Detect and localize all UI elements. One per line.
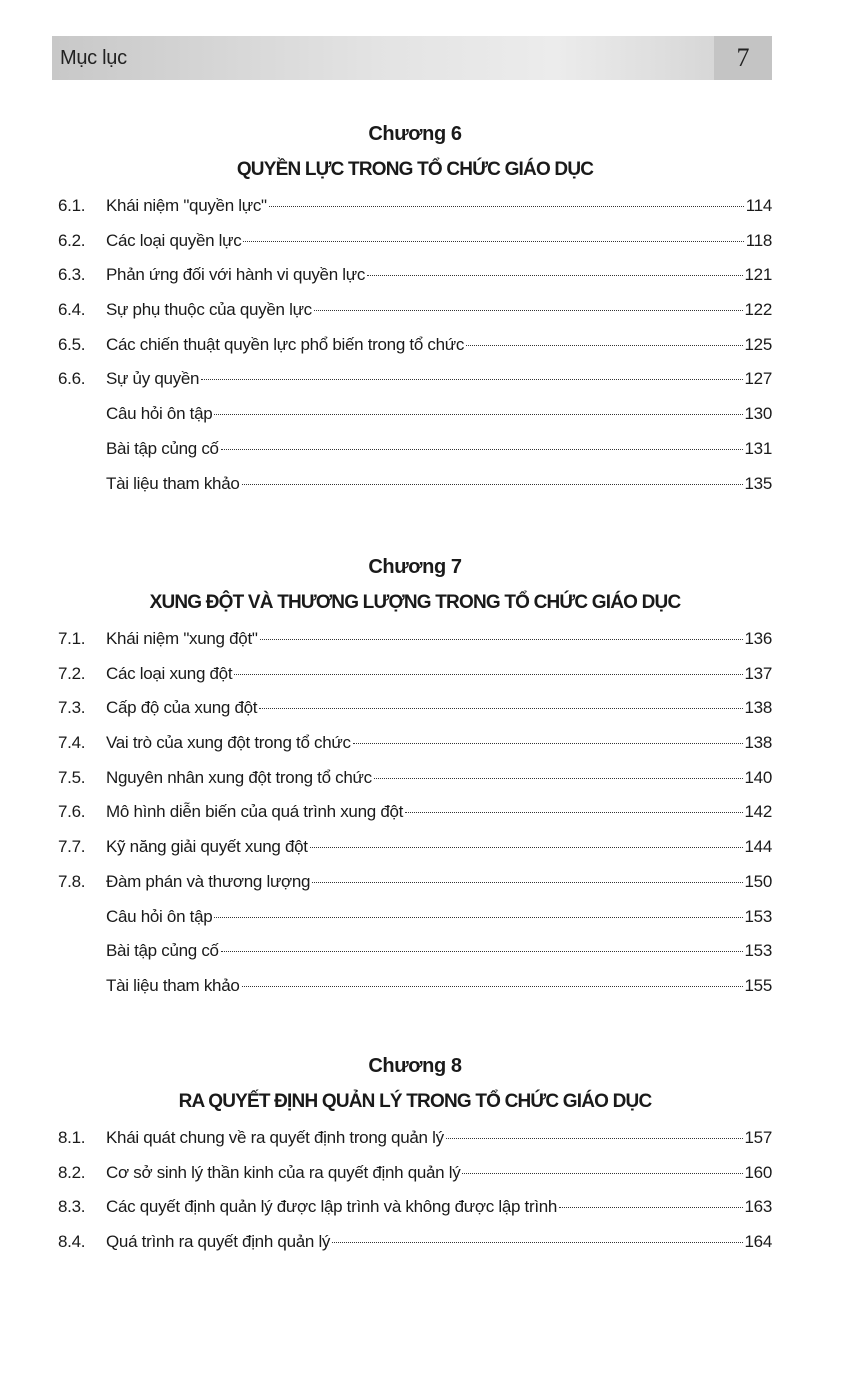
dot-leader xyxy=(260,639,743,640)
toc-entry-page: 153 xyxy=(744,941,772,961)
dot-leader xyxy=(243,241,743,242)
toc-entry-number: 6.5. xyxy=(58,334,86,354)
toc-entry-number: 6.3. xyxy=(58,265,86,285)
chapter-7-section xyxy=(58,553,772,1011)
chapter-title: QUYỀN LỰC TRONG TỔ CHỨC GIÁO DỤC xyxy=(236,159,594,180)
toc-entry xyxy=(58,629,772,664)
toc-entry-title: Các chiến thuật quyền lực phổ biến trong tổ chức xyxy=(106,334,465,354)
toc-entry-page: 140 xyxy=(744,767,772,787)
toc-entry xyxy=(58,698,772,733)
toc-entry-title: Khái niệm "quyền lực" xyxy=(106,196,267,215)
toc-entry xyxy=(58,369,772,404)
dot-leader xyxy=(201,379,742,380)
toc-entry xyxy=(58,404,772,439)
chapter-title: XUNG ĐỘT VÀ THƯƠNG LƯỢNG TRONG TỔ CHỨC GIÁO DỤC xyxy=(149,592,681,613)
toc-entry-number: 6.6. xyxy=(58,369,86,389)
toc-entry-number: 6.2. xyxy=(58,230,86,250)
toc-entry xyxy=(58,941,772,976)
toc-entry-title: Tài liệu tham khảo xyxy=(106,975,240,995)
dot-leader xyxy=(353,743,743,744)
toc-entry-number: 8.3. xyxy=(58,1197,86,1217)
toc-entry xyxy=(58,1197,772,1232)
toc-entry-page: 153 xyxy=(744,906,772,926)
toc-entry-number: 7.1. xyxy=(58,629,86,648)
toc-entry xyxy=(58,265,772,300)
toc-entry-number: 8.4. xyxy=(58,1232,86,1252)
toc-entry-title: Các loại xung đột xyxy=(106,663,233,683)
toc-entry-title: Cơ sở sinh lý thần kinh của ra quyết định quản lý xyxy=(106,1162,461,1182)
toc-entry-page: 155 xyxy=(744,975,772,995)
toc-entry-title: Sự ủy quyền xyxy=(106,369,200,389)
toc-entry-page: 127 xyxy=(744,369,772,389)
toc-entry-page: 142 xyxy=(744,802,772,822)
chapter-label: Chương 6 xyxy=(368,123,462,145)
toc-entry-page: 150 xyxy=(744,871,772,891)
dot-leader xyxy=(374,778,743,779)
chapter-6-section xyxy=(58,120,772,508)
toc-entry xyxy=(58,231,772,266)
toc-entry-title: Vai trò của xung đột trong tổ chức xyxy=(106,733,351,753)
toc-entry xyxy=(58,474,772,509)
toc-entry-page: 157 xyxy=(744,1128,772,1147)
toc-entry-number: 7.7. xyxy=(58,837,86,857)
dot-leader xyxy=(234,674,742,675)
toc-entry-title: Câu hỏi ôn tập xyxy=(106,404,213,424)
toc-entry-number: 7.3. xyxy=(58,698,86,718)
toc-entry xyxy=(58,300,772,335)
dot-leader xyxy=(466,345,742,346)
toc-entry-page: 121 xyxy=(744,265,772,285)
toc-entry xyxy=(58,196,772,231)
toc-entry-title: Bài tập củng cố xyxy=(106,438,219,458)
toc-entry xyxy=(58,1232,772,1267)
toc-entry xyxy=(58,768,772,803)
toc-entry-page: 137 xyxy=(744,663,772,683)
dot-leader xyxy=(559,1207,742,1208)
dot-leader xyxy=(462,1173,742,1174)
toc-entry xyxy=(58,439,772,474)
toc-entry xyxy=(58,733,772,768)
toc-entry-title: Tài liệu tham khảo xyxy=(106,473,240,493)
dot-leader xyxy=(214,414,742,415)
toc-entry-number: 8.2. xyxy=(58,1162,86,1182)
toc-entry-title: Các loại quyền lực xyxy=(106,230,242,250)
toc-entry-title: Quá trình ra quyết định quản lý xyxy=(106,1232,331,1252)
toc-entry-number: 6.1. xyxy=(58,196,86,215)
toc-entry-page: 160 xyxy=(744,1162,772,1182)
chapter-label: Chương 8 xyxy=(368,1055,462,1077)
dot-leader xyxy=(314,310,743,311)
chapter-label: Chương 7 xyxy=(368,556,462,578)
running-header xyxy=(52,36,772,80)
dot-leader xyxy=(221,449,743,450)
toc-entry-title: Câu hỏi ôn tập xyxy=(106,906,213,926)
toc-entry xyxy=(58,976,772,1011)
toc-entry-title: Cấp độ của xung đột xyxy=(106,698,258,718)
toc-entry xyxy=(58,802,772,837)
toc-entry-page: 138 xyxy=(744,733,772,753)
toc-entry-number: 7.4. xyxy=(58,733,86,753)
toc-entry-title: Kỹ năng giải quyết xung đột xyxy=(106,837,308,857)
toc-entry-number: 7.6. xyxy=(58,802,86,822)
toc-entry-number: 7.5. xyxy=(58,767,86,787)
toc-entry-title: Các quyết định quản lý được lập trình và không được lập trình xyxy=(106,1197,558,1217)
toc-entry-number: 7.2. xyxy=(58,663,86,683)
dot-leader xyxy=(259,708,742,709)
toc-entry-page: 114 xyxy=(745,196,772,215)
toc-entry-list xyxy=(58,629,772,1011)
toc-entry-page: 164 xyxy=(744,1232,772,1252)
toc-entry-title: Mô hình diễn biến của quá trình xung đột xyxy=(106,802,404,822)
dot-leader xyxy=(242,484,743,485)
toc-entry xyxy=(58,664,772,699)
page-number: 7 xyxy=(714,36,772,80)
toc-entry-title: Khái niệm "xung đột" xyxy=(106,629,258,648)
toc-entry-page: 138 xyxy=(744,698,772,718)
toc-entry-title: Phản ứng đối với hành vi quyền lực xyxy=(106,265,366,285)
dot-leader xyxy=(269,206,744,207)
toc-entry-title: Đàm phán và thương lượng xyxy=(106,871,311,891)
toc-entry-list xyxy=(58,1128,772,1267)
toc-entry-page: 136 xyxy=(744,629,772,648)
toc-entry xyxy=(58,907,772,942)
toc-entry-page: 118 xyxy=(745,230,772,250)
toc-entry-page: 135 xyxy=(744,473,772,493)
toc-entry-number: 7.8. xyxy=(58,871,86,891)
toc-entry-page: 122 xyxy=(744,300,772,320)
toc-entry-title: Bài tập củng cố xyxy=(106,941,219,961)
toc-entry xyxy=(58,872,772,907)
toc-entry xyxy=(58,1128,772,1163)
toc-entry-title: Khái quát chung về ra quyết định trong quản lý xyxy=(106,1128,444,1147)
dot-leader xyxy=(221,951,743,952)
toc-entry-number: 8.1. xyxy=(58,1128,86,1147)
toc-entry xyxy=(58,335,772,370)
dot-leader xyxy=(332,1242,742,1243)
chapter-8-section xyxy=(58,1052,772,1267)
dot-leader xyxy=(214,917,742,918)
toc-entry-number: 6.4. xyxy=(58,300,86,320)
dot-leader xyxy=(242,986,743,987)
toc-entry-page: 163 xyxy=(744,1197,772,1217)
dot-leader xyxy=(405,812,742,813)
toc-entry-title: Sự phụ thuộc của quyền lực xyxy=(106,300,312,320)
toc-entry-page: 131 xyxy=(744,438,772,458)
toc-entry-list xyxy=(58,196,772,508)
dot-leader xyxy=(310,847,743,848)
toc-entry-page: 130 xyxy=(744,404,772,424)
chapter-title: RA QUYẾT ĐỊNH QUẢN LÝ TRONG TỔ CHỨC GIÁO DỤC xyxy=(178,1091,652,1112)
running-header-title: Mục lục xyxy=(60,46,127,69)
toc-entry xyxy=(58,1163,772,1198)
dot-leader xyxy=(312,882,742,883)
toc-entry-page: 125 xyxy=(744,334,772,354)
toc-entry-page: 144 xyxy=(744,837,772,857)
dot-leader xyxy=(367,275,742,276)
toc-entry-title: Nguyên nhân xung đột trong tổ chức xyxy=(106,767,372,787)
dot-leader xyxy=(446,1138,743,1139)
toc-entry xyxy=(58,837,772,872)
